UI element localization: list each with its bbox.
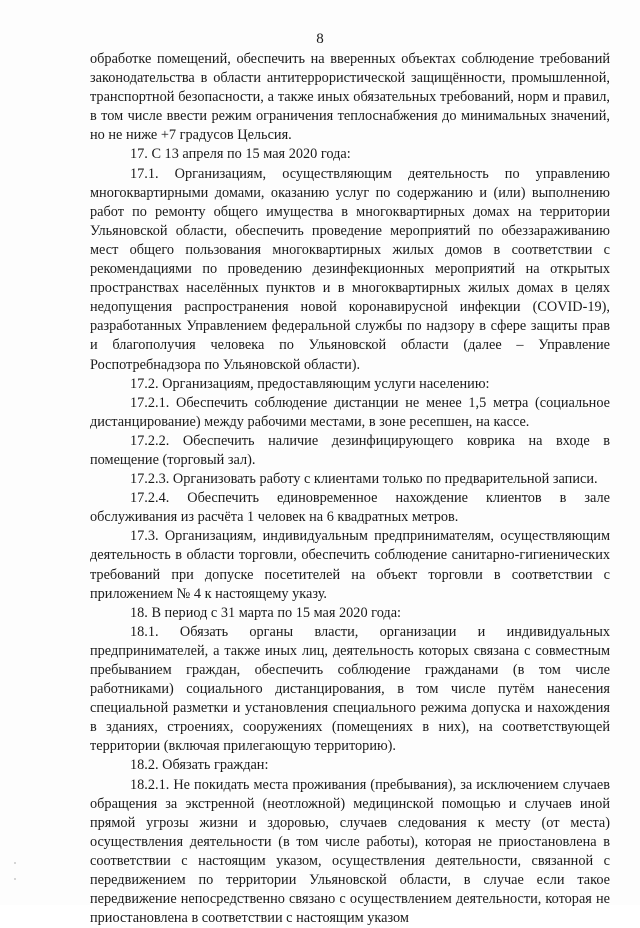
paragraph-18: 18. В период с 31 марта по 15 мая 2020 года: [130,604,402,621]
document-body [90,50,610,928]
paragraph-17-1: 17.1. Организациям, осуществляющим деятельность по управлению многоквартирными домами, оказанию услуг по содержанию и (или) выполнению работ по ремонту общего имущества в многоквартирных домах на территории Ульяновской области, обеспечить проведение мероприятий по обеззараживанию мест общего пользования многоквартирных жилых домов в соответствии с рекомендациями по проведению дезинфекционных мероприятий на открытых пространствах населённых пунктов и в многоквартирных жилых домах в целях недопущения распространения новой коронавирусной инфекции (COVID-19), разработанных Управлением федеральной службы по надзору в сфере защиты прав и благополучия человека по Ульяновской области (далее – Управление Роспотребнадзора по Ульяновской области). [90,165,610,373]
paragraph-17-2-4: 17.2.4. Обеспечить единовременное нахождение клиентов в зале обслуживания из расчёта 1 человек на 6 квадратных метров. [90,490,610,526]
scan-artifact [14,862,16,864]
paragraph-18-1: 18.1. Обязать органы власти, организации и индивидуальных предпринимателей, а также иных лиц, деятельность которых связана с совместным пребыванием граждан, обеспечить соблюдение гражданами (в том числе работниками) социального дистанцирования, в том числе путём нанесения специальной разметки и установления специального режима допуска и нахождения в зданиях, строениях, сооружениях (помещениях в них), на соответствующей территории (включая прилегающую территорию). [90,623,610,755]
page-number: 8 [316,31,324,47]
paragraph-17-2-1: 17.2.1. Обеспечить соблюдение дистанции не менее 1,5 метра (социальное дистанцирование) между рабочими местами, в зоне ресепшен, на кассе. [90,394,610,430]
paragraph-17-2-3: 17.2.3. Организовать работу с клиентами только по предварительной записи. [130,471,598,488]
paragraph-continuation: обработке помещений, обеспечить на вверенных объектах соблюдение требований законодательства в области антитеррористической защищённости, промышленной, транспортной безопасности, а также иных обязательных требований, норм и правил, в том числе ввести режим ограничения теплоснабжения до минимальных значений, но не ниже +7 градусов Цельсия. [90,51,610,144]
paragraph-17-3: 17.3. Организациям, индивидуальным предпринимателям, осуществляющим деятельность в области торговли, обеспечить соблюдение санитарно-гигиенических требований при допуске посетителей на объект торговли в соответствии с приложением № 4 к настоящему указу. [90,528,610,602]
paragraph-17-2-2: 17.2.2. Обеспечить наличие дезинфицирующего коврика на входе в помещение (торговый зал). [90,432,610,468]
paragraph-17-2: 17.2. Организациям, предоставляющим услуги населению: [130,375,490,392]
paragraph-18-2: 18.2. Обязать граждан: [130,757,269,774]
paragraph-17: 17. С 13 апреля по 15 мая 2020 года: [130,146,351,163]
scan-artifact [14,878,16,880]
paragraph-18-2-1: 18.2.1. Не покидать места проживания (пребывания), за исключением случаев обращения за экстренной (неотложной) медицинской помощью и случаев иной прямой угрозы жизни и здоровью, случаев следования к месту (от места) осуществления деятельности (в том числе работы), которая не приостановлена в соответствии с настоящим указом, осуществления деятельности, связанной с передвижением по территории Ульяновской области, в случае если такое передвижение непосредственно связано с осуществлением деятельности, которая не приостановлена в соответствии с настоящим указом [90,776,610,927]
